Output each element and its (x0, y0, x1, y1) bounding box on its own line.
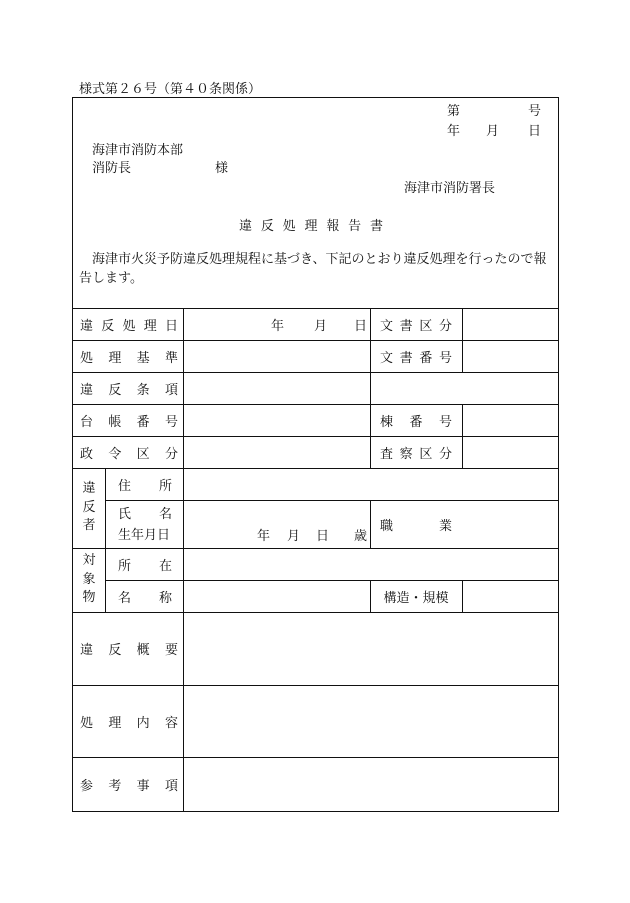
building-number-label: 棟 番 号 (380, 414, 452, 430)
birth-month: 月 (287, 529, 301, 544)
column-line (370, 500, 371, 548)
birth-year: 年 (257, 529, 271, 544)
object-name-label: 名 称 (118, 590, 172, 606)
name-label: 氏 名 (118, 506, 172, 522)
ledger-number-field[interactable] (183, 404, 370, 436)
violation-date-month: 月 (314, 318, 328, 334)
address-label: 住 所 (118, 478, 172, 494)
processing-details-label: 処 理 内 容 (80, 715, 178, 731)
column-line (370, 404, 371, 468)
birthdate-label: 生年月日 (118, 527, 171, 543)
recipient-organization: 海津市消防本部 (92, 143, 184, 158)
reference-items-field[interactable] (183, 757, 558, 811)
violation-date-label: 違 反 処 理 日 (80, 318, 178, 334)
doc-category-field[interactable] (462, 308, 558, 340)
inspection-category-label: 査 察 区 分 (380, 446, 452, 462)
ledger-number-label: 台 帳 番 号 (80, 414, 178, 430)
structure-scale-field[interactable] (462, 580, 558, 612)
structure-scale-label: 構造・規模 (383, 590, 449, 606)
age-label: 歳 (354, 529, 368, 544)
doc-number-field[interactable] (462, 340, 558, 372)
location-field[interactable] (183, 548, 558, 580)
recipient-title: 消防長 (92, 161, 132, 176)
report-title: 違 反 処 理 報 告 書 (239, 219, 383, 234)
processing-details-field[interactable] (183, 685, 558, 757)
ordinance-category-label: 政 令 区 分 (80, 446, 178, 462)
violation-clause-label: 違 反 条 項 (80, 382, 178, 398)
form-number: 様式第２６号（第４０条関係） (79, 82, 262, 97)
violation-date-field[interactable] (183, 308, 370, 340)
recipient-honorific: 様 (215, 161, 229, 176)
occupation-label: 職 業 (380, 518, 452, 534)
date-year-label: 年 (447, 124, 461, 139)
date-month-label: 月 (486, 124, 500, 139)
violation-summary-label: 違 反 概 要 (80, 643, 178, 658)
location-label: 所 在 (118, 558, 172, 574)
date-day-label: 日 (528, 124, 542, 139)
violation-date-day: 日 (354, 318, 368, 334)
processing-standard-field[interactable] (183, 340, 370, 372)
violation-summary-field[interactable] (183, 612, 558, 685)
inspection-category-field[interactable] (462, 436, 558, 468)
document-number-suffix: 号 (528, 104, 542, 119)
column-line (105, 468, 106, 612)
reference-items-label: 参 考 事 項 (80, 778, 178, 794)
violation-date-year: 年 (271, 318, 285, 334)
birth-day: 日 (316, 529, 330, 544)
ordinance-category-field[interactable] (183, 436, 370, 468)
doc-number-label: 文 書 番 号 (380, 350, 452, 366)
processing-standard-label: 処 理 基 準 (80, 350, 178, 366)
address-field[interactable] (183, 468, 558, 500)
sender-name: 海津市消防署長 (404, 181, 496, 196)
doc-category-label: 文 書 区 分 (380, 318, 452, 334)
report-body-text: 海津市火災予防違反処理規程に基づき、下記のとおり違反処理を行ったので報告します。 (79, 252, 547, 286)
violation-clause-field[interactable] (183, 372, 558, 404)
object-name-field[interactable] (183, 580, 370, 612)
object-group-label: 対 象 物 (82, 552, 96, 606)
occupation-field[interactable] (462, 500, 558, 548)
report-form (72, 97, 559, 812)
violator-group-label: 違 反 者 (82, 480, 96, 534)
name-birthdate-field[interactable] (183, 500, 370, 548)
document-number-prefix: 第 (447, 104, 461, 119)
building-number-field[interactable] (462, 404, 558, 436)
